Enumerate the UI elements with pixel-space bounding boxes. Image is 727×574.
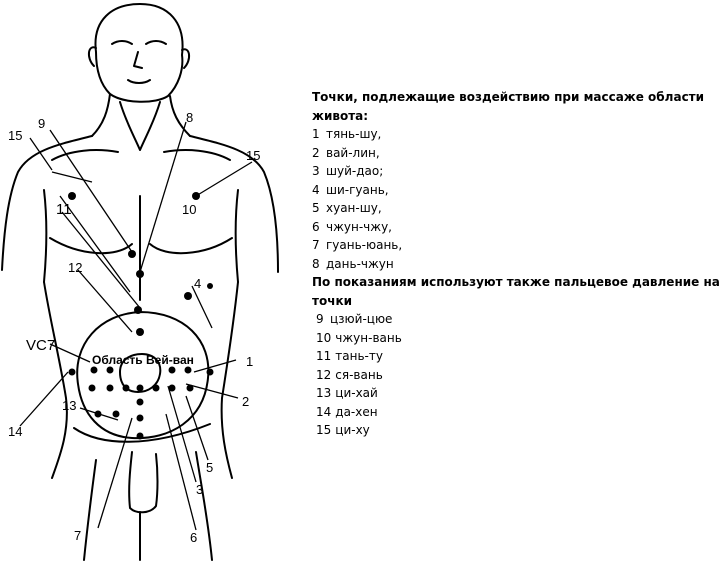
area-label: Область Вей-ван: [92, 353, 194, 367]
legend-item-name: тянь-шу,: [326, 127, 382, 141]
point-label-3: 3: [196, 482, 204, 497]
point-label-2: 2: [242, 394, 250, 409]
legend-item-name: цзюй-цюе: [330, 312, 393, 326]
legend-list-main: [312, 125, 722, 273]
legend-item: [312, 181, 722, 200]
head-outline: [95, 4, 182, 102]
legend-item-name: ци-хай: [335, 386, 378, 400]
legend-item-name: чжун-вань: [335, 330, 402, 345]
legend-item-number: 8: [312, 256, 320, 271]
legend-item-name: ци-ху: [335, 423, 370, 437]
legend-item-name: шуй-дао;: [326, 164, 384, 178]
point-label-5: 5: [206, 460, 214, 475]
legend-header-main: Точки, подлежащие воздействию при массаже области живота:: [312, 90, 705, 123]
legend-item-number: 1: [312, 127, 320, 141]
legend-item: [316, 347, 722, 366]
legend-item-name: ся-вань: [335, 367, 383, 382]
point-label-6: 6: [190, 530, 198, 545]
legend-item: [312, 199, 722, 218]
legend-list-extra: [316, 310, 722, 440]
point-label-8: 8: [186, 110, 194, 125]
legend-item-number: 9: [316, 312, 324, 326]
legend-item: [312, 218, 722, 237]
legend-item-number: 7: [312, 238, 320, 252]
point-label-4: 4: [194, 276, 202, 291]
point-label-10: 10: [182, 202, 197, 217]
legend-item-name: чжун-чжу,: [326, 219, 392, 234]
legend-item: [312, 144, 722, 163]
legend-item-number: 11: [316, 349, 332, 363]
legend-item-number: 15: [316, 423, 332, 437]
legend-item: [312, 125, 722, 144]
neck: [92, 94, 190, 136]
legend-item-number: 14: [316, 404, 332, 419]
point-label-1: 1: [246, 354, 254, 369]
legend-item-name: дань-чжун: [326, 256, 394, 271]
legend-item: [312, 236, 722, 255]
legend-item-name: да-хен: [335, 404, 378, 419]
point-label-13: 13: [62, 398, 77, 413]
legend-item-name: хуан-шу,: [326, 201, 382, 215]
point-label-14: 14: [8, 424, 23, 439]
legend-item-number: 13: [316, 386, 332, 400]
legend-item-number: 12: [316, 367, 332, 382]
vc7-label: VC7: [26, 337, 56, 354]
legend-item: [316, 421, 722, 440]
legend-item-name: гуань-юань,: [326, 238, 403, 252]
point-label-12: 12: [68, 260, 83, 275]
legend-item: [312, 255, 722, 274]
point-label-11: 11: [56, 201, 72, 218]
legend-item-name: тань-ту: [335, 349, 383, 363]
legend-item-number: 3: [312, 164, 320, 178]
point-label-9: 9: [38, 116, 46, 131]
point-label-7: 7: [74, 528, 82, 543]
point-label-15-right: 15: [246, 148, 261, 163]
legend-item: [316, 366, 722, 385]
legend-item: [316, 310, 722, 329]
legend-item: [316, 329, 722, 348]
legend-header-extra: По показаниям используют также пальцевое давление на точки: [312, 275, 720, 308]
point-label-15-left: 15: [8, 128, 23, 143]
legend: [312, 88, 722, 440]
legend-item-number: 4: [312, 182, 320, 197]
legend-item: [316, 403, 722, 422]
body-diagram: [0, 0, 310, 574]
legend-item-number: 5: [312, 201, 320, 215]
legend-item: [316, 384, 722, 403]
legend-item-name: ши-гуань,: [326, 182, 389, 197]
face-features: [112, 41, 166, 83]
legend-item-number: 10: [316, 330, 332, 345]
legend-item: [312, 162, 722, 181]
legend-item-number: 6: [312, 219, 320, 234]
legend-item-name: вай-лин,: [326, 145, 380, 160]
legend-item-number: 2: [312, 145, 320, 160]
